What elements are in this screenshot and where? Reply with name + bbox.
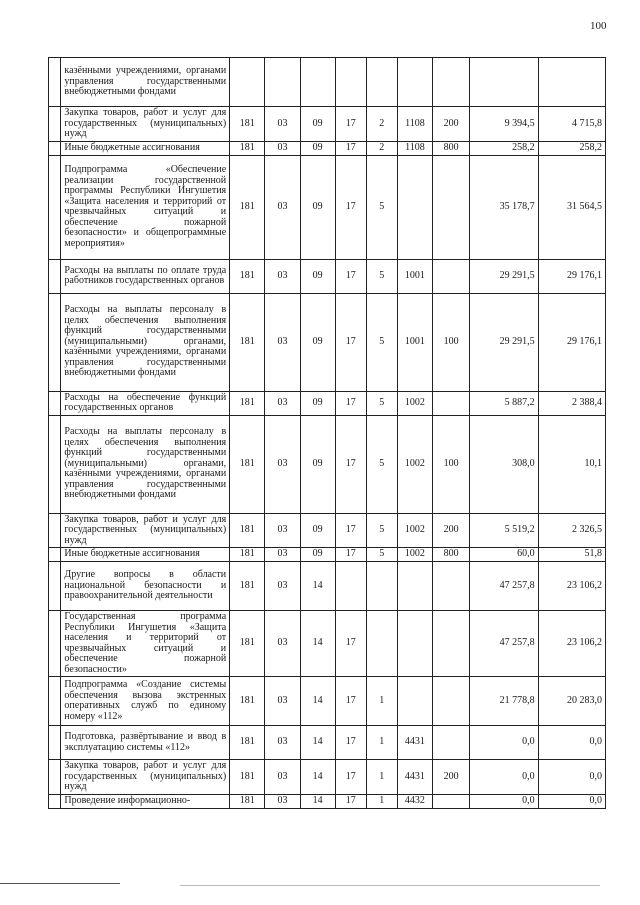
cell-admin-code: 181 bbox=[230, 562, 265, 611]
cell-program-code: 17 bbox=[335, 259, 366, 293]
cell-section-code: 03 bbox=[265, 259, 300, 293]
cell-subprogram-code: 1 bbox=[366, 677, 397, 726]
cell-expense-type bbox=[433, 794, 470, 808]
cell-amount-executed: 0,0 bbox=[538, 760, 605, 795]
cell-subprogram-code: 1 bbox=[366, 794, 397, 808]
table-row bbox=[49, 513, 606, 548]
cell-program-code: 17 bbox=[335, 391, 366, 415]
cell-direction-code: 1002 bbox=[397, 415, 432, 513]
cell-subsection-code: 14 bbox=[300, 611, 335, 677]
cell-margin bbox=[49, 293, 61, 391]
cell-expense-type bbox=[433, 155, 470, 259]
cell-expense-name: Расходы на выплаты персоналу в целях обеспечения выполнения функций государственными (муниципальными) органами, казёнными учреждениями, органами управления государственными внебюджетными фондами bbox=[61, 415, 230, 513]
cell-margin bbox=[49, 760, 61, 795]
cell-section-code: 03 bbox=[265, 155, 300, 259]
cell-subprogram-code: 5 bbox=[366, 155, 397, 259]
cell-amount-planned: 47 257,8 bbox=[470, 562, 538, 611]
cell-direction-code: 1108 bbox=[397, 141, 432, 155]
cell-section-code: 03 bbox=[265, 107, 300, 142]
cell-program-code: 17 bbox=[335, 611, 366, 677]
cell-expense-name: Расходы на выплаты персоналу в целях обеспечения выполнения функций государственными (муниципальными) органами, казёнными учреждениями, органами управления государственными внебюджетными фондами bbox=[61, 293, 230, 391]
cell-amount-executed: 2 326,5 bbox=[538, 513, 605, 548]
cell-amount-planned: 9 394,5 bbox=[470, 107, 538, 142]
cell-expense-name: Закупка товаров, работ и услуг для государственных (муниципальных) нужд bbox=[61, 107, 230, 142]
cell-section-code: 03 bbox=[265, 677, 300, 726]
cell-expense-type: 100 bbox=[433, 293, 470, 391]
cell-subprogram-code bbox=[366, 562, 397, 611]
cell-amount-executed: 4 715,8 bbox=[538, 107, 605, 142]
cell-margin bbox=[49, 548, 61, 562]
cell-subsection-code: 09 bbox=[300, 415, 335, 513]
cell-expense-name: Проведение информационно- bbox=[61, 794, 230, 808]
cell-subsection-code: 09 bbox=[300, 513, 335, 548]
cell-section-code: 03 bbox=[265, 391, 300, 415]
table-row bbox=[49, 391, 606, 415]
cell-expense-type: 200 bbox=[433, 513, 470, 548]
cell-amount-executed: 23 106,2 bbox=[538, 611, 605, 677]
cell-expense-name: Подпрограмма «Создание системы обеспечения вызова экстренных оперативных служб по единому номеру «112» bbox=[61, 677, 230, 726]
cell-section-code: 03 bbox=[265, 513, 300, 548]
cell-subprogram-code bbox=[366, 611, 397, 677]
cell-subsection-code: 09 bbox=[300, 548, 335, 562]
table-row bbox=[49, 760, 606, 795]
cell-section-code: 03 bbox=[265, 141, 300, 155]
cell-admin-code: 181 bbox=[230, 293, 265, 391]
cell-subprogram-code: 1 bbox=[366, 760, 397, 795]
cell-section-code bbox=[265, 58, 300, 107]
cell-program-code: 17 bbox=[335, 513, 366, 548]
cell-admin-code: 181 bbox=[230, 548, 265, 562]
cell-expense-name: Закупка товаров, работ и услуг для государственных (муниципальных) нужд bbox=[61, 513, 230, 548]
cell-margin bbox=[49, 726, 61, 760]
cell-margin bbox=[49, 141, 61, 155]
cell-direction-code: 4432 bbox=[397, 794, 432, 808]
cell-direction-code: 1002 bbox=[397, 391, 432, 415]
table-row bbox=[49, 611, 606, 677]
cell-program-code bbox=[335, 58, 366, 107]
cell-expense-name: Подпрограмма «Обеспечение реализации государственной программы Республики Ингушетия «Защита населения и территорий от чрезвычайных ситуаций и обеспечение пожарной безопасности» и общепрограммные мероприятия» bbox=[61, 155, 230, 259]
cell-expense-type bbox=[433, 677, 470, 726]
cell-amount-planned: 0,0 bbox=[470, 794, 538, 808]
footer-rule bbox=[0, 883, 120, 884]
cell-program-code bbox=[335, 562, 366, 611]
cell-amount-planned: 0,0 bbox=[470, 726, 538, 760]
cell-program-code: 17 bbox=[335, 141, 366, 155]
cell-subsection-code: 09 bbox=[300, 141, 335, 155]
cell-margin bbox=[49, 677, 61, 726]
cell-subprogram-code: 5 bbox=[366, 548, 397, 562]
cell-admin-code: 181 bbox=[230, 391, 265, 415]
cell-amount-planned: 29 291,5 bbox=[470, 259, 538, 293]
cell-expense-type bbox=[433, 562, 470, 611]
cell-expense-type: 200 bbox=[433, 760, 470, 795]
cell-subsection-code: 14 bbox=[300, 726, 335, 760]
table-body bbox=[49, 58, 606, 809]
cell-expense-type bbox=[433, 726, 470, 760]
cell-subsection-code: 09 bbox=[300, 259, 335, 293]
cell-section-code: 03 bbox=[265, 548, 300, 562]
table-row bbox=[49, 415, 606, 513]
cell-amount-planned: 5 519,2 bbox=[470, 513, 538, 548]
cell-amount-executed: 29 176,1 bbox=[538, 293, 605, 391]
cell-admin-code: 181 bbox=[230, 794, 265, 808]
cell-admin-code: 181 bbox=[230, 107, 265, 142]
table-row bbox=[49, 107, 606, 142]
cell-amount-planned: 258,2 bbox=[470, 141, 538, 155]
cell-expense-type bbox=[433, 58, 470, 107]
cell-margin bbox=[49, 259, 61, 293]
cell-expense-name: Подготовка, развёртывание и ввод в эксплуатацию системы «112» bbox=[61, 726, 230, 760]
cell-amount-executed: 0,0 bbox=[538, 726, 605, 760]
cell-section-code: 03 bbox=[265, 611, 300, 677]
cell-expense-name: Расходы на обеспечение функций государственных органов bbox=[61, 391, 230, 415]
cell-subprogram-code: 2 bbox=[366, 141, 397, 155]
cell-program-code: 17 bbox=[335, 726, 366, 760]
cell-admin-code: 181 bbox=[230, 726, 265, 760]
cell-admin-code: 181 bbox=[230, 141, 265, 155]
cell-program-code: 17 bbox=[335, 548, 366, 562]
cell-expense-type: 800 bbox=[433, 548, 470, 562]
cell-expense-name: Иные бюджетные ассигнования bbox=[61, 141, 230, 155]
cell-section-code: 03 bbox=[265, 794, 300, 808]
cell-admin-code: 181 bbox=[230, 677, 265, 726]
table-row bbox=[49, 155, 606, 259]
cell-admin-code: 181 bbox=[230, 155, 265, 259]
cell-program-code: 17 bbox=[335, 415, 366, 513]
cell-direction-code: 4431 bbox=[397, 760, 432, 795]
cell-subsection-code: 14 bbox=[300, 677, 335, 726]
cell-margin bbox=[49, 415, 61, 513]
cell-amount-executed: 51,8 bbox=[538, 548, 605, 562]
cell-direction-code: 1002 bbox=[397, 548, 432, 562]
cell-margin bbox=[49, 107, 61, 142]
cell-direction-code: 4431 bbox=[397, 726, 432, 760]
cell-admin-code bbox=[230, 58, 265, 107]
cell-expense-name: Расходы на выплаты по оплате труда работников государственных органов bbox=[61, 259, 230, 293]
cell-expense-type bbox=[433, 611, 470, 677]
cell-subprogram-code: 5 bbox=[366, 391, 397, 415]
table-row bbox=[49, 141, 606, 155]
cell-subprogram-code: 1 bbox=[366, 726, 397, 760]
cell-subprogram-code: 5 bbox=[366, 293, 397, 391]
cell-expense-name: Государственная программа Республики Ингушетия «Защита населения и территорий от чрезвычайных ситуаций и обеспечение пожарной безопасности» bbox=[61, 611, 230, 677]
cell-program-code: 17 bbox=[335, 677, 366, 726]
cell-admin-code: 181 bbox=[230, 760, 265, 795]
cell-amount-executed: 29 176,1 bbox=[538, 259, 605, 293]
cell-section-code: 03 bbox=[265, 726, 300, 760]
cell-subprogram-code: 5 bbox=[366, 259, 397, 293]
footer-rule-faint bbox=[180, 885, 600, 886]
cell-direction-code: 1002 bbox=[397, 513, 432, 548]
cell-program-code: 17 bbox=[335, 293, 366, 391]
cell-direction-code: 1001 bbox=[397, 293, 432, 391]
cell-margin bbox=[49, 562, 61, 611]
cell-direction-code bbox=[397, 562, 432, 611]
cell-subsection-code: 14 bbox=[300, 794, 335, 808]
cell-expense-name: казёнными учреждениями, органами управления государственными внебюджетными фондами bbox=[61, 58, 230, 107]
table-row bbox=[49, 562, 606, 611]
table-row bbox=[49, 794, 606, 808]
cell-margin bbox=[49, 794, 61, 808]
table-row bbox=[49, 726, 606, 760]
cell-amount-planned: 5 887,2 bbox=[470, 391, 538, 415]
cell-subsection-code: 14 bbox=[300, 562, 335, 611]
cell-margin bbox=[49, 513, 61, 548]
cell-margin bbox=[49, 391, 61, 415]
cell-subsection-code: 09 bbox=[300, 107, 335, 142]
cell-amount-planned bbox=[470, 58, 538, 107]
cell-admin-code: 181 bbox=[230, 611, 265, 677]
cell-amount-planned: 47 257,8 bbox=[470, 611, 538, 677]
cell-subsection-code: 09 bbox=[300, 391, 335, 415]
cell-expense-name: Закупка товаров, работ и услуг для государственных (муниципальных) нужд bbox=[61, 760, 230, 795]
cell-expense-type: 800 bbox=[433, 141, 470, 155]
cell-direction-code: 1001 bbox=[397, 259, 432, 293]
cell-amount-planned: 35 178,7 bbox=[470, 155, 538, 259]
cell-subsection-code: 09 bbox=[300, 155, 335, 259]
table-row bbox=[49, 58, 606, 107]
cell-admin-code: 181 bbox=[230, 259, 265, 293]
cell-section-code: 03 bbox=[265, 562, 300, 611]
cell-program-code: 17 bbox=[335, 155, 366, 259]
cell-program-code: 17 bbox=[335, 794, 366, 808]
cell-admin-code: 181 bbox=[230, 415, 265, 513]
table-row bbox=[49, 548, 606, 562]
cell-section-code: 03 bbox=[265, 415, 300, 513]
cell-expense-name: Другие вопросы в области национальной безопасности и правоохранительной деятельности bbox=[61, 562, 230, 611]
cell-program-code: 17 bbox=[335, 107, 366, 142]
cell-direction-code bbox=[397, 611, 432, 677]
cell-margin bbox=[49, 611, 61, 677]
cell-expense-name: Иные бюджетные ассигнования bbox=[61, 548, 230, 562]
cell-amount-executed: 10,1 bbox=[538, 415, 605, 513]
cell-subprogram-code bbox=[366, 58, 397, 107]
cell-amount-executed: 2 388,4 bbox=[538, 391, 605, 415]
cell-direction-code bbox=[397, 677, 432, 726]
cell-admin-code: 181 bbox=[230, 513, 265, 548]
cell-amount-planned: 60,0 bbox=[470, 548, 538, 562]
cell-amount-executed: 0,0 bbox=[538, 794, 605, 808]
cell-amount-executed: 31 564,5 bbox=[538, 155, 605, 259]
cell-amount-planned: 21 778,8 bbox=[470, 677, 538, 726]
cell-expense-type: 100 bbox=[433, 415, 470, 513]
cell-expense-type: 200 bbox=[433, 107, 470, 142]
cell-subprogram-code: 5 bbox=[366, 513, 397, 548]
cell-amount-planned: 0,0 bbox=[470, 760, 538, 795]
cell-margin bbox=[49, 155, 61, 259]
cell-expense-type bbox=[433, 259, 470, 293]
cell-direction-code bbox=[397, 58, 432, 107]
cell-amount-planned: 29 291,5 bbox=[470, 293, 538, 391]
cell-direction-code bbox=[397, 155, 432, 259]
cell-margin bbox=[49, 58, 61, 107]
cell-subsection-code bbox=[300, 58, 335, 107]
table-row bbox=[49, 259, 606, 293]
cell-subsection-code: 09 bbox=[300, 293, 335, 391]
cell-section-code: 03 bbox=[265, 293, 300, 391]
cell-amount-executed: 258,2 bbox=[538, 141, 605, 155]
cell-subprogram-code: 5 bbox=[366, 415, 397, 513]
cell-program-code: 17 bbox=[335, 760, 366, 795]
cell-amount-executed bbox=[538, 58, 605, 107]
cell-direction-code: 1108 bbox=[397, 107, 432, 142]
cell-subsection-code: 14 bbox=[300, 760, 335, 795]
page-number: 100 bbox=[590, 20, 607, 32]
budget-table bbox=[48, 57, 606, 809]
cell-expense-type bbox=[433, 391, 470, 415]
cell-amount-executed: 23 106,2 bbox=[538, 562, 605, 611]
table-row bbox=[49, 677, 606, 726]
cell-amount-planned: 308,0 bbox=[470, 415, 538, 513]
cell-amount-executed: 20 283,0 bbox=[538, 677, 605, 726]
table-row bbox=[49, 293, 606, 391]
cell-section-code: 03 bbox=[265, 760, 300, 795]
cell-subprogram-code: 2 bbox=[366, 107, 397, 142]
